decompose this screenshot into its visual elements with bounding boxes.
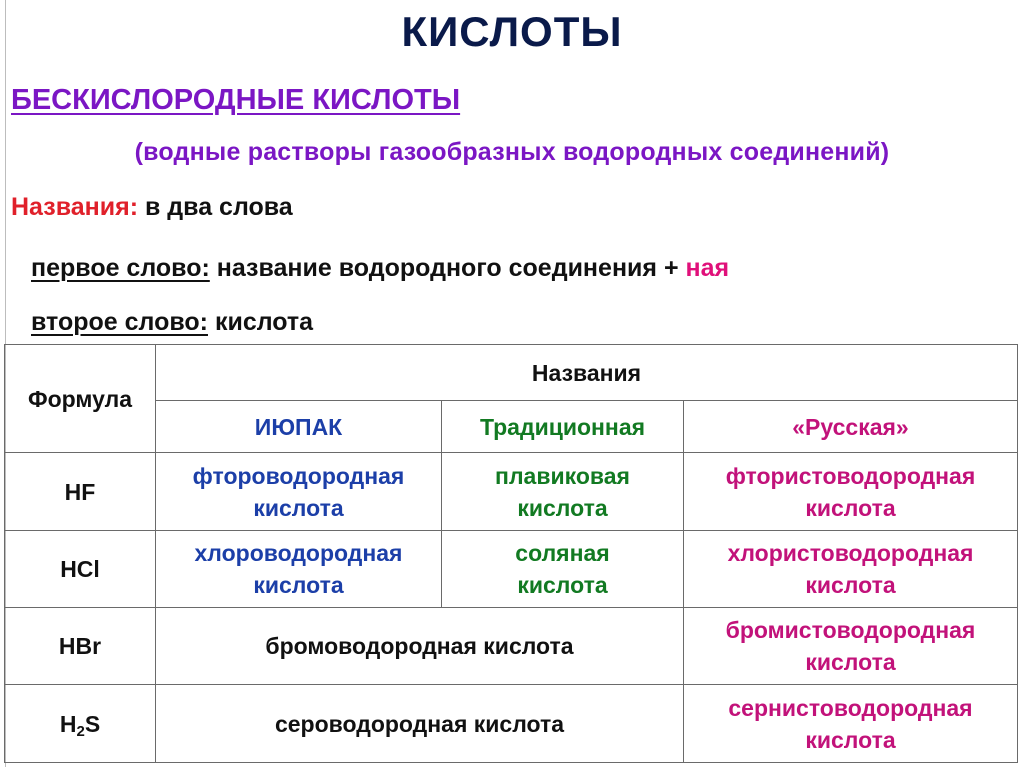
- naming-label: Названия:: [11, 193, 139, 221]
- section-subtitle: БЕСКИСЛОРОДНЫЕ КИСЛОТЫ: [11, 84, 461, 116]
- shared-name-cell: бромоводородная кислота: [156, 608, 684, 685]
- table-row: [5, 685, 1018, 763]
- formula-header: Формула: [5, 345, 156, 453]
- name-line: сернистоводородная: [728, 694, 973, 721]
- definition-note: (водные растворы газообразных водородных соединений): [134, 138, 890, 166]
- name-line: бромистоводородная: [725, 617, 976, 643]
- russian-name-cell: [684, 453, 1018, 531]
- name-line: фтороводородная: [192, 462, 405, 489]
- second-word-rule: [31, 308, 313, 337]
- table-row: [5, 531, 1018, 608]
- name-line: кислота: [805, 572, 896, 598]
- formula-tail: S: [84, 710, 101, 737]
- formula-main: H: [59, 710, 77, 737]
- name-line: кислота: [517, 572, 608, 598]
- second-word-text: кислота: [214, 308, 314, 336]
- russian-name-cell: [684, 608, 1018, 685]
- shared-name-cell: сероводородная кислота: [156, 685, 684, 763]
- russian-header: «Русская»: [684, 401, 1018, 453]
- russian-name-cell: [684, 531, 1018, 608]
- first-word-suffix: ная: [685, 254, 730, 282]
- formula-cell: HF: [5, 453, 156, 531]
- russian-name-cell: [684, 685, 1018, 763]
- formula-cell: HCl: [5, 531, 156, 608]
- formula-cell: HBr: [5, 608, 156, 685]
- iupac-header: ИЮПАК: [156, 401, 442, 453]
- first-word-label: первое слово:: [31, 254, 210, 282]
- naming-rule-heading: [11, 193, 293, 222]
- name-line: плавиковая: [495, 462, 630, 489]
- first-word-text: название водородного соединения: [216, 254, 657, 282]
- name-line: фтористоводородная: [725, 462, 976, 489]
- iupac-name-cell: [156, 453, 442, 531]
- table-header-row: [5, 345, 1018, 401]
- first-word-rule: [31, 254, 729, 283]
- name-line: хлороводородная: [194, 540, 403, 566]
- name-line: кислота: [805, 649, 896, 675]
- second-word-label: второе слово:: [31, 308, 208, 336]
- name-line: хлористоводородная: [727, 540, 974, 566]
- traditional-header: Традиционная: [442, 401, 684, 453]
- traditional-name-cell: [442, 531, 684, 608]
- name-line: кислота: [517, 494, 608, 521]
- acids-table: [4, 344, 1018, 763]
- formula-cell: [5, 685, 156, 763]
- iupac-name-cell: [156, 531, 442, 608]
- name-line: соляная: [515, 540, 610, 566]
- name-line: кислота: [805, 726, 896, 753]
- formula-subscript: 2: [76, 722, 85, 740]
- naming-text: в два слова: [144, 193, 293, 221]
- name-line: кислота: [805, 494, 896, 521]
- names-header: Названия: [156, 345, 1018, 401]
- table-subheader-row: [5, 401, 1018, 453]
- table-row: [5, 608, 1018, 685]
- name-line: кислота: [253, 494, 344, 521]
- page-title: КИСЛОТЫ: [401, 8, 623, 55]
- table-row: [5, 453, 1018, 531]
- name-line: кислота: [253, 572, 344, 598]
- first-word-plus: +: [663, 254, 679, 282]
- traditional-name-cell: [442, 453, 684, 531]
